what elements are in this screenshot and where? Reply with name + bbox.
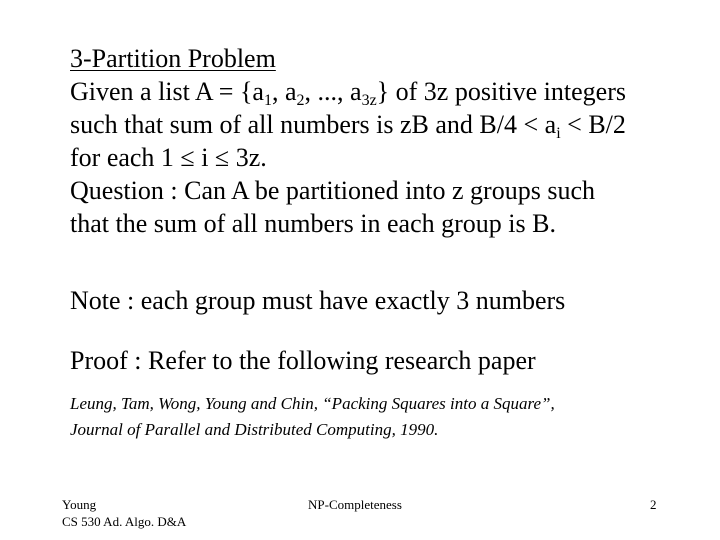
footer-author: Young [62, 497, 97, 512]
given-line-3: for each 1 ≤ i ≤ 3z. [70, 143, 267, 172]
given-line-2-suffix: < B/2 [560, 110, 626, 139]
subscript-i: i [556, 125, 561, 142]
footer-course: CS 530 Ad. Algo. D&A [62, 514, 187, 529]
given-line-1-suffix: } of 3z positive integers [376, 77, 626, 106]
proof-text: Proof : Refer to the following research paper [70, 346, 536, 375]
footer-author-course [62, 496, 186, 530]
citation [70, 391, 555, 443]
slide-title: 3-Partition Problem [70, 44, 276, 73]
question-line-2: that the sum of all numbers in each group is B. [70, 209, 556, 238]
given-line-1-prefix: Given a list A = {a [70, 77, 264, 106]
given-line-2 [70, 108, 700, 141]
subscript-3z: 3z [361, 92, 377, 109]
subscript-1: 1 [263, 92, 272, 109]
question-line-1: Question : Can A be partitioned into z groups such [70, 176, 595, 205]
note-text: Note : each group must have exactly 3 numbers [70, 286, 566, 315]
citation-line-1: Leung, Tam, Wong, Young and Chin, “Packing Squares into a Square”, [70, 394, 555, 413]
page-number: 2 [650, 497, 657, 512]
given-separator-2: , ..., a [304, 77, 362, 106]
main-text-block [70, 42, 700, 240]
given-line-1 [70, 75, 700, 108]
given-separator-1: , a [271, 77, 297, 106]
subscript-2: 2 [296, 92, 305, 109]
citation-line-2: Journal of Parallel and Distributed Computing, 1990. [70, 420, 439, 439]
footer-topic: NP-Completeness [308, 497, 402, 512]
given-line-2-prefix: such that sum of all numbers is zB and B/4 < a [70, 110, 557, 139]
